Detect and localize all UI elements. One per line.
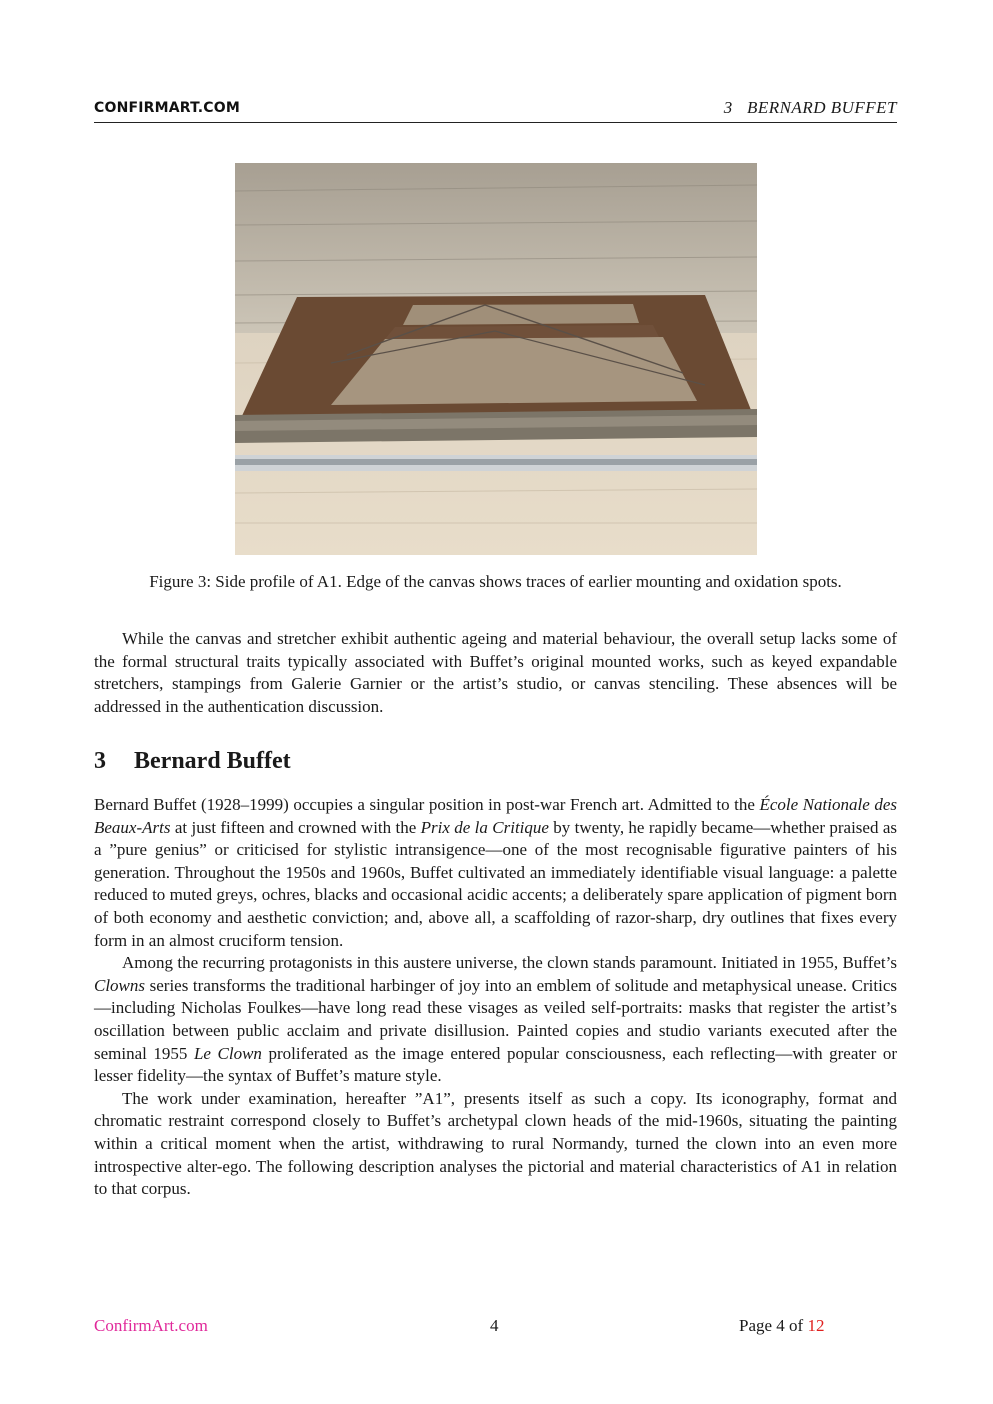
paragraph-2-text-a: Among the recurring protagonists in this austere universe, the clown stands paramount. Initiated in 1955, Buffet’s bbox=[122, 953, 897, 973]
paragraph-2-italic-b: Le Clown bbox=[193, 1043, 262, 1063]
canvas-side-profile-image bbox=[235, 163, 757, 555]
paragraph-1-italic-a: École Nationale des Beaux-Arts bbox=[94, 795, 897, 837]
section-heading bbox=[94, 748, 291, 775]
site-logo: CONFIRMART.COM bbox=[94, 100, 241, 116]
paragraph-1 bbox=[94, 794, 897, 952]
section-title: Bernard Buffet bbox=[134, 748, 291, 774]
intro-paragraph: While the canvas and stretcher exhibit authentic ageing and material behaviour, the overall setup lacks some of the formal structural traits typically associated with Buffet’s original mounted works, such as keyed expandable stretchers, stampings from Galerie Garnier or the artist’s studio, or canvas stenciling. These absences will be addressed in the authentication discussion. bbox=[94, 629, 897, 716]
section-body bbox=[94, 794, 897, 1201]
figure-caption: Figure 3: Side profile of A1. Edge of the canvas shows traces of earlier mounting and oxidation spots. bbox=[149, 572, 842, 591]
footer-page-of bbox=[739, 1316, 824, 1336]
paragraph-2-italic-a: Clowns bbox=[94, 975, 146, 995]
section-number: 3 bbox=[94, 748, 106, 774]
paragraph-2-text-c: proliferated as the image entered popular consciousness, each reflecting—with greater or lesser fidelity—the syntax of Buffet’s mature style. bbox=[94, 1043, 897, 1086]
footer-page-label: Page 4 of bbox=[739, 1316, 808, 1335]
paragraph-1-text-a: Bernard Buffet (1928–1999) occupies a singular position in post-war French art. Admitted to the bbox=[94, 795, 760, 814]
paragraph-1-text-c: by twenty, he rapidly became—whether praised as a ”pure genius” or criticised for stylistic intransigence—one of the most recognisable figurative painters of his generation. Throughout the 1950s and 1960s, Buffet cultivated an immediately identifiable visual language: a palette reduced to muted greys, ochres, blacks and occasional acidic accents; a deliberately spare application of pigment born of both economy and aesthetic conviction; and, above all, a scaffolding of razor-sharp, dry outlines that fixes every form in an almost cruciform tension. bbox=[94, 817, 897, 950]
footer-page-number: 4 bbox=[490, 1316, 499, 1335]
paragraph-2-text-b: series transforms the traditional harbinger of joy into an emblem of solitude and metaphysical unease. Critics—including Nicholas Foulkes—have long read these visages as veiled self-portraits: masks that register the artist’s oscillation between public acclaim and private disillusion. Painted copies and studio variants executed after the seminal 1955 bbox=[94, 975, 897, 1063]
paragraph-3: The work under examination, hereafter ”A1”, presents itself as such a copy. Its iconography, format and chromatic restraint correspond closely to Buffet’s archetypal clown heads of the mid-1960s, situating the painting within a critical moment when the artist, withdrawing to rural Normandy, turned the clown into an even more introspective alter-ego. The following description analyses the pictorial and material characteristics of A1 in relation to that corpus. bbox=[94, 1088, 897, 1199]
figure-photo bbox=[235, 163, 757, 555]
paragraph-1-italic-b: Prix de la Critique bbox=[420, 817, 549, 837]
intro-paragraph-block bbox=[94, 628, 897, 718]
running-head: 3 BERNARD BUFFET bbox=[723, 98, 897, 117]
footer-page-total-link[interactable]: 12 bbox=[807, 1316, 825, 1335]
paragraph-1-text-b: at just fifteen and crowned with the bbox=[170, 817, 421, 837]
paragraph-2 bbox=[94, 952, 897, 1088]
page-header bbox=[94, 96, 897, 123]
footer-site-link[interactable]: ConfirmArt.com bbox=[94, 1316, 208, 1335]
